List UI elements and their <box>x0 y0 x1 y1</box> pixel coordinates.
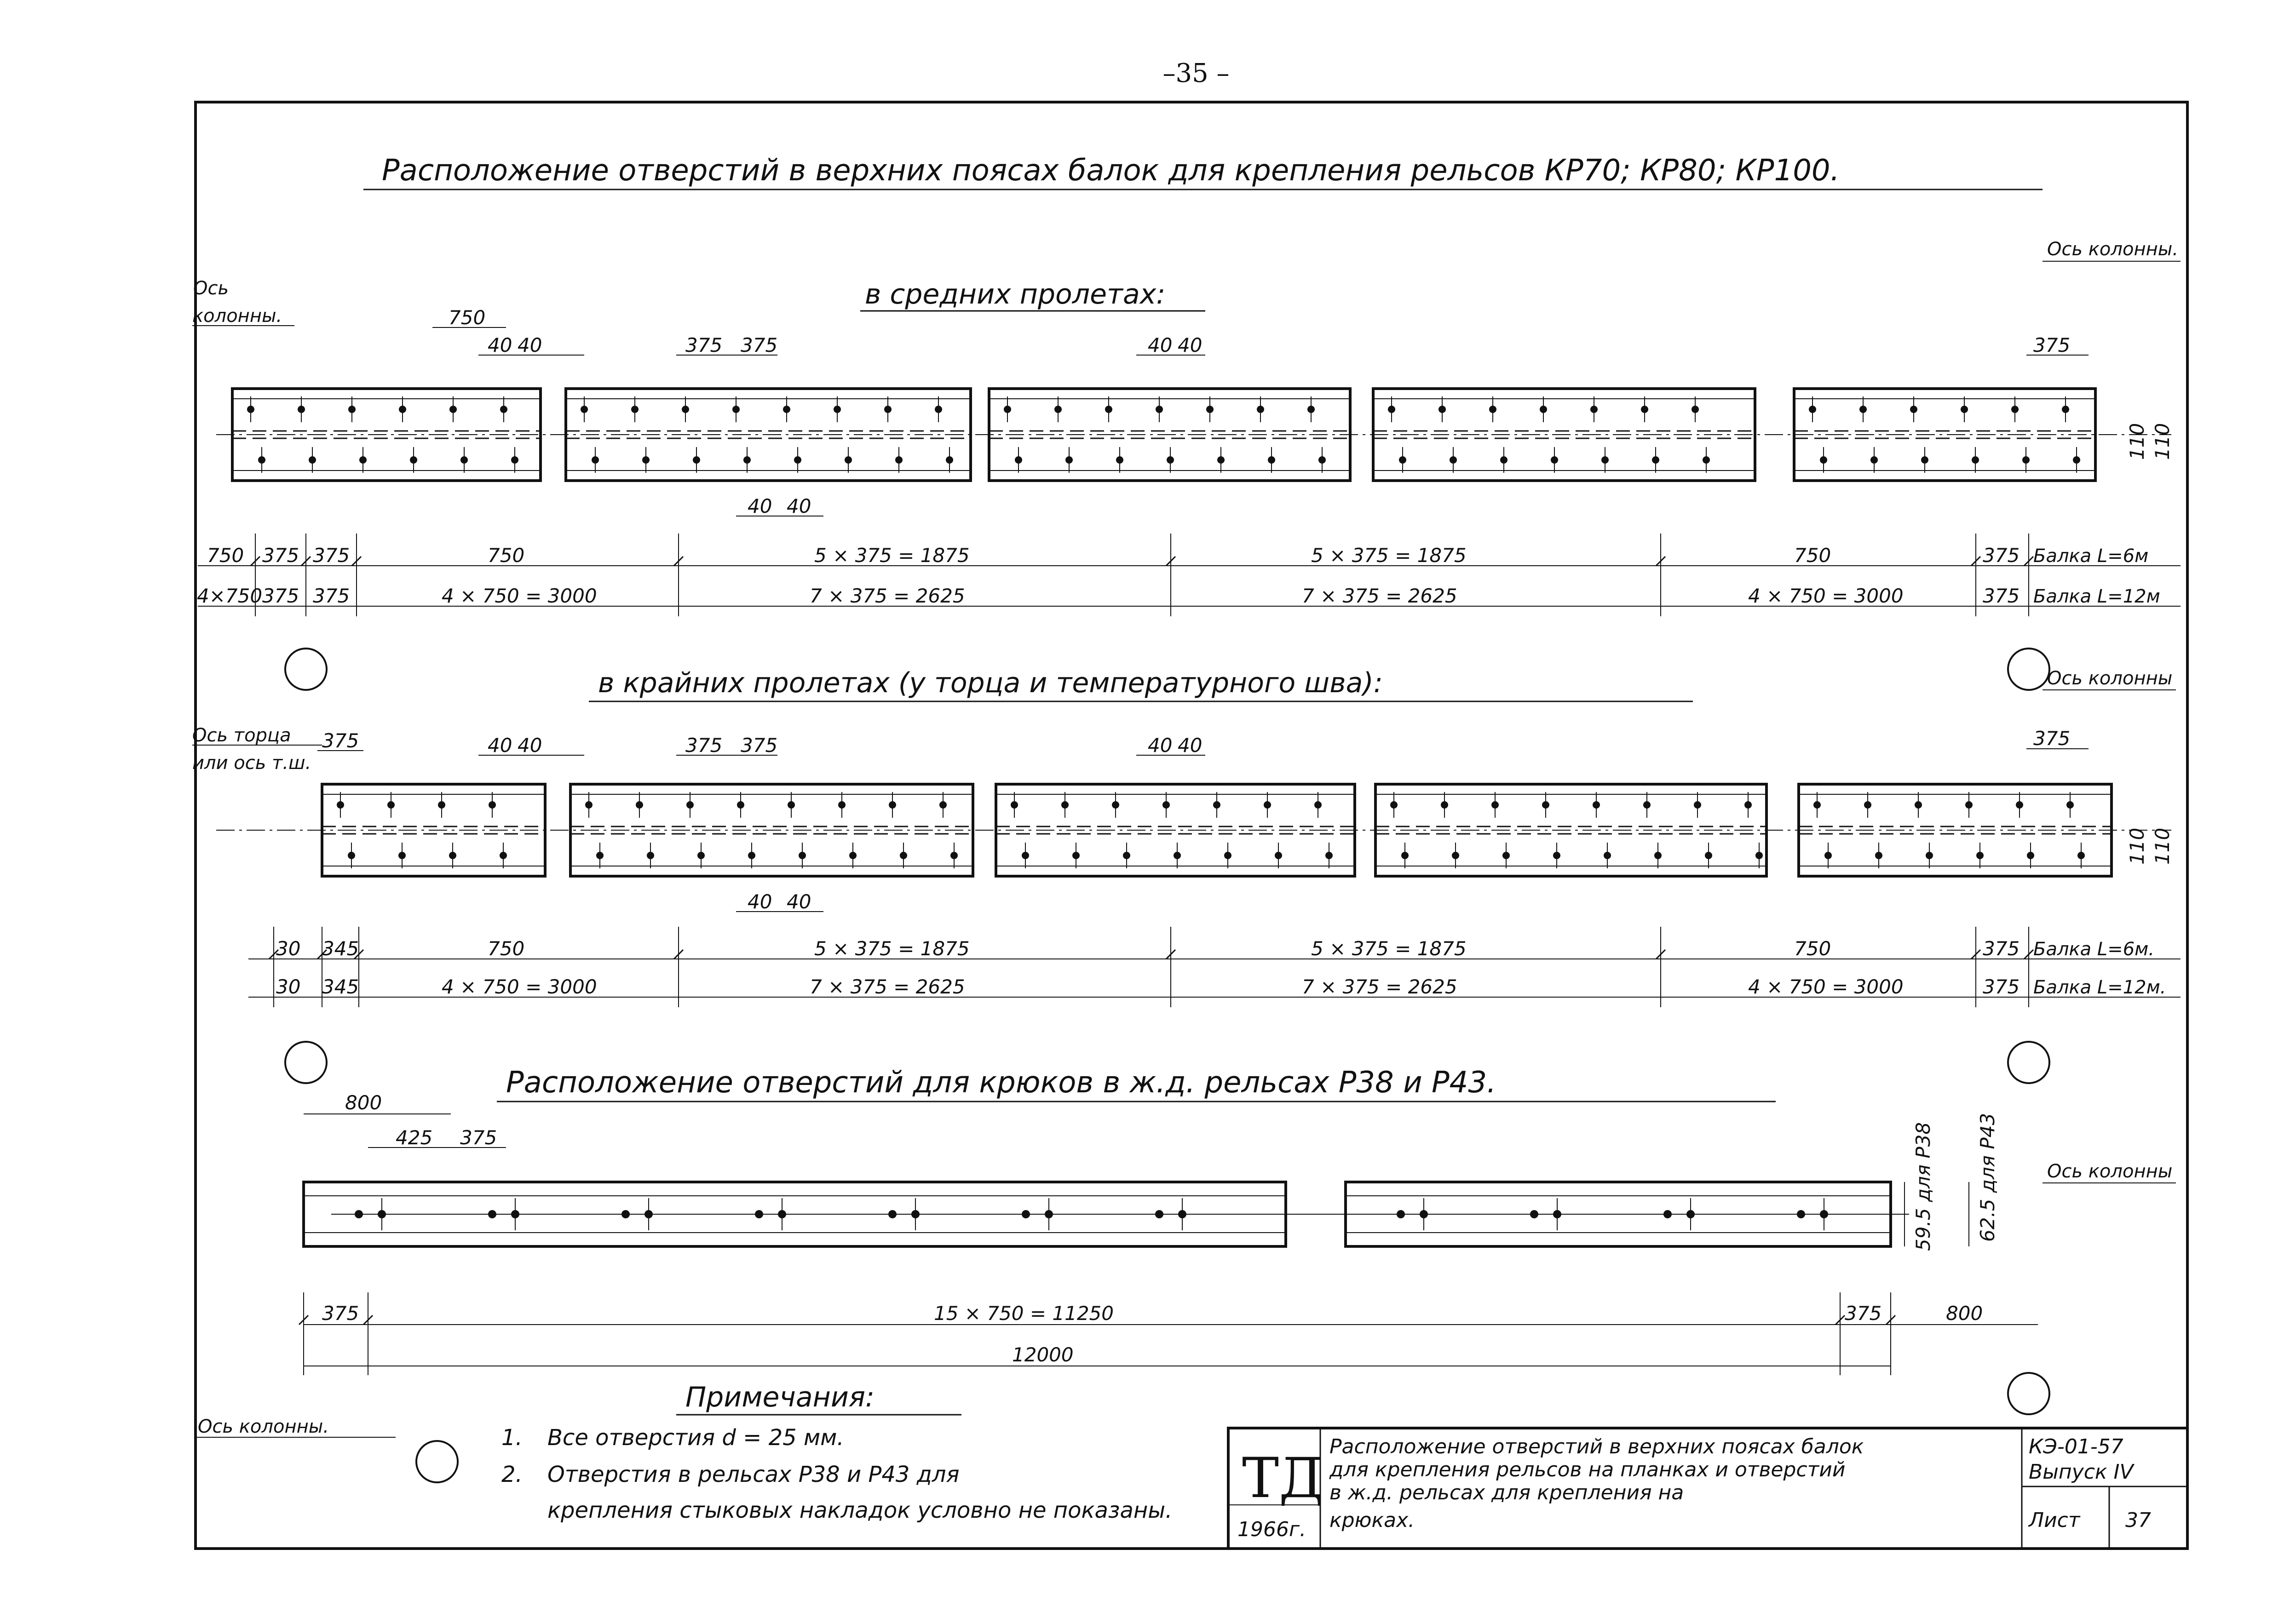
rail-axis-label: Ось колонны <box>2047 1161 2173 1182</box>
end-dim-40-inner: 40 <box>748 890 772 913</box>
dim-40b: 40 <box>518 334 542 356</box>
rail-bot-800: 800 <box>1946 1302 1983 1325</box>
row6-375b: 375 <box>313 544 350 567</box>
rail-bot-375b: 375 <box>1845 1302 1882 1325</box>
column-axis-circle-right <box>2008 648 2049 690</box>
section-rail-title: Расположение отверстий для крюков в ж.д. рельсах Р38 и Р43. <box>506 1066 1496 1100</box>
end-dim-40c: 40 <box>1148 734 1173 757</box>
row12-2625b: 7 × 375 = 2625 <box>1302 585 1457 607</box>
end-row12-3000b: 4 × 750 = 3000 <box>1748 976 1904 998</box>
end-dim-40: 40 <box>488 734 512 757</box>
end-row6-750b: 750 <box>1794 937 1831 960</box>
column-axis-circle <box>285 648 327 690</box>
rail-dim-375: 375 <box>460 1126 497 1149</box>
beam-strip-middle <box>216 389 2171 481</box>
end-row6-30: 30 <box>276 937 301 960</box>
axis-label-right-2: Ось колонны <box>2047 668 2173 689</box>
dim-40d: 40 <box>1178 334 1203 356</box>
row6-750c: 750 <box>1794 544 1831 567</box>
end-row12-3000: 4 × 750 = 3000 <box>442 976 597 998</box>
row6-1875: 5 × 375 = 1875 <box>814 544 970 567</box>
axis-label-right: Ось колонны. <box>2047 239 2179 260</box>
axis-end-label: Ось торца <box>192 725 291 746</box>
end-row6-375: 375 <box>1983 937 2020 960</box>
tb-desc-1: Расположение отверстий в верхних поясах балок <box>1329 1435 1864 1458</box>
end-row6-750: 750 <box>488 937 525 960</box>
row6-750b: 750 <box>488 544 525 567</box>
note-1-text: Все отверстия d = 25 мм. <box>547 1425 844 1451</box>
tb-desc-3: в ж.д. рельсах для крепления на <box>1329 1481 1684 1504</box>
end-row12-345: 345 <box>322 976 359 998</box>
row12-2625: 7 × 375 = 2625 <box>810 585 965 607</box>
notes <box>501 1381 1172 1523</box>
td-logo: ТД <box>1242 1446 1324 1510</box>
title-block <box>1228 1428 2187 1549</box>
row6-375c: 375 <box>1983 544 2020 567</box>
row6-375: 375 <box>262 544 299 567</box>
end-row6-1875: 5 × 375 = 1875 <box>814 937 970 960</box>
end-dim-375b: 375 <box>685 734 723 757</box>
row12-375: 375 <box>262 585 299 607</box>
end-row12-2625b: 7 × 375 = 2625 <box>1302 976 1457 998</box>
end-row6-345: 345 <box>322 937 359 960</box>
rail-axis-circle <box>416 1441 458 1482</box>
tb-desc-4: крюках. <box>1329 1509 1415 1532</box>
note-2-text: Отверстия в рельсах Р38 и Р43 для <box>547 1462 960 1487</box>
section-middle-spans <box>192 239 2181 690</box>
rail-dim-800: 800 <box>345 1091 382 1114</box>
tb-desc-2: для крепления рельсов на планках и отверстий <box>1329 1458 1846 1481</box>
rail-axis-circle-right <box>2008 1373 2049 1414</box>
row12-4x750: 4×750 <box>197 585 263 607</box>
dim-110: 110 <box>2126 423 2148 460</box>
end-axis-circle <box>285 1042 327 1083</box>
end-axis-circle-right <box>2008 1042 2049 1083</box>
end-row12-375: 375 <box>1983 976 2020 998</box>
end-dim-375d: 375 <box>2033 727 2071 750</box>
row6-1875b: 5 × 375 = 1875 <box>1311 544 1467 567</box>
section-end-spans <box>192 667 2181 1083</box>
end-dim-110: 110 <box>2126 827 2148 865</box>
end-dim-110b: 110 <box>2151 827 2174 865</box>
tb-code: КЭ-01-57 <box>2029 1435 2123 1458</box>
axis-label-left: Ось <box>193 278 229 299</box>
end-dim-375c: 375 <box>741 734 778 757</box>
dim-110b: 110 <box>2151 423 2174 460</box>
page-number: –35 – <box>1162 58 1230 88</box>
end-dim-40d: 40 <box>1178 734 1203 757</box>
dim-750: 750 <box>449 306 486 329</box>
note-2-num: 2. <box>501 1462 523 1487</box>
rail-dim-425: 425 <box>396 1126 433 1149</box>
end-row12-30: 30 <box>276 976 301 998</box>
dim-375c: 375 <box>2033 334 2071 356</box>
end-row12-2625: 7 × 375 = 2625 <box>810 976 965 998</box>
tb-sheet-label: Лист <box>2029 1509 2080 1532</box>
row12-3000b: 4 × 750 = 3000 <box>1748 585 1904 607</box>
end-beam-12m-label: Балка L=12м. <box>2033 977 2166 998</box>
end-dim-40-inner-b: 40 <box>787 890 811 913</box>
beam-6m-label: Балка L=6м <box>2033 545 2149 567</box>
end-dim-375: 375 <box>322 729 359 752</box>
row12-375b: 375 <box>313 585 350 607</box>
rail-bot-375: 375 <box>322 1302 359 1325</box>
note-1-num: 1. <box>501 1425 523 1451</box>
section-middle-title: в средних пролетах: <box>865 278 1166 310</box>
section-rail-holes <box>196 1066 2176 1482</box>
dim-40-inner-b: 40 <box>787 495 811 517</box>
section-end-title: в крайних пролетах (у торца и температурного шва): <box>598 667 1383 699</box>
dim-40-inner: 40 <box>748 495 772 517</box>
dim-375b: 375 <box>741 334 778 356</box>
axis-end-label-2: или ось т.ш. <box>192 752 311 774</box>
row6-750: 750 <box>207 544 244 567</box>
year: 1966г. <box>1237 1518 1306 1541</box>
tb-sheet-number: 37 <box>2125 1509 2151 1532</box>
end-beam-6m-label: Балка L=6м. <box>2033 939 2155 960</box>
notes-title: Примечания: <box>685 1381 875 1413</box>
rail-axis-label-left: Ось колонны. <box>198 1416 329 1437</box>
dim-40c: 40 <box>1148 334 1173 356</box>
rail-total-12000: 12000 <box>1012 1343 1074 1366</box>
tb-issue: Выпуск IV <box>2029 1460 2134 1484</box>
main-title: Расположение отверстий в верхних поясах балок для крепления рельсов КР70; КР80; КР100. <box>382 154 1840 188</box>
rail-profiles <box>304 1182 1969 1246</box>
dim-40: 40 <box>488 334 512 356</box>
axis-label-left-2: колонны. <box>192 305 282 327</box>
dim-375: 375 <box>685 334 723 356</box>
row12-375c: 375 <box>1983 585 2020 607</box>
end-dim-40b: 40 <box>518 734 542 757</box>
beam-strip-end <box>216 784 2171 876</box>
row12-3000: 4 × 750 = 3000 <box>442 585 597 607</box>
note-2-text-cont: крепления стыковых накладок условно не показаны. <box>547 1498 1173 1523</box>
rail-bot-11250: 15 × 750 = 11250 <box>934 1302 1114 1325</box>
end-row6-1875b: 5 × 375 = 1875 <box>1311 937 1467 960</box>
rail-label-p43: 62.5 для Р43 <box>1976 1113 1999 1242</box>
beam-12m-label: Балка L=12м <box>2033 586 2160 607</box>
drawing-frame <box>196 102 2187 1549</box>
rail-label-p38: 59.5 для Р38 <box>1912 1122 1934 1251</box>
